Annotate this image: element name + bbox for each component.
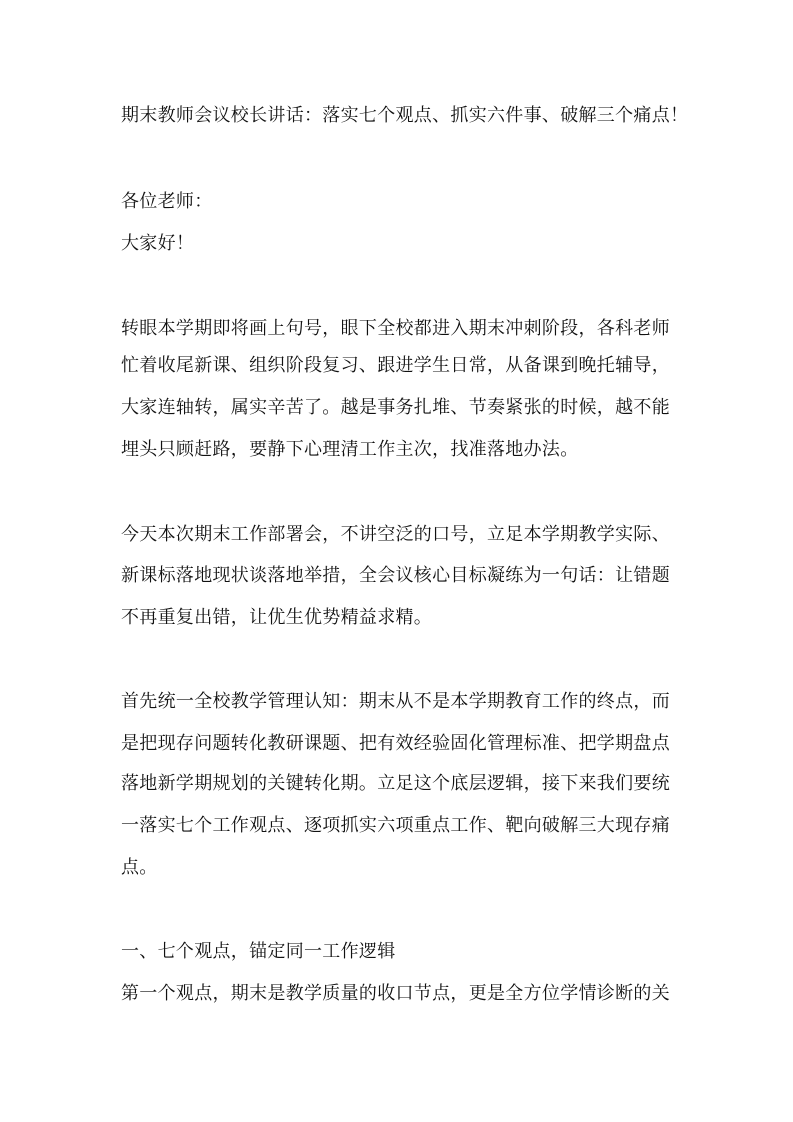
paragraph-1-line: 大家连轴转，属实辛苦了。越是事务扎堆、节奏紧张的时候，越不能 [121, 397, 670, 418]
section-1-body-line: 第一个观点，期末是教学质量的收口节点，更是全方位学情诊断的关 [121, 983, 670, 1004]
paragraph-3-line: 一落实七个工作观点、逐项抓实六项重点工作、靶向破解三大现存痛 [121, 815, 670, 836]
paragraph-1-line: 忙着收尾新课、组织阶段复习、跟进学生日常，从备课到晚托辅导， [121, 355, 670, 376]
paragraph-3-line: 点。 [121, 857, 158, 878]
paragraph-3-line: 落地新学期规划的关键转化期。立足这个底层逻辑，接下来我们要统 [121, 773, 670, 794]
greeting: 大家好！ [121, 233, 195, 254]
paragraph-3-line: 首先统一全校教学管理认知：期末从不是本学期教育工作的终点，而 [121, 691, 670, 712]
salutation: 各位老师： [121, 191, 213, 212]
section-heading: 一、七个观点，锚定同一工作逻辑 [121, 941, 396, 962]
document-title: 期末教师会议校长讲话：落实七个观点、抓实六件事、破解三个痛点！ [121, 105, 689, 126]
paragraph-1-line: 埋头只顾赶路，要静下心理清工作主次，找准落地办法。 [121, 439, 579, 460]
paragraph-2-line: 新课标落地现状谈落地举措，全会议核心目标凝练为一句话：让错题 [121, 565, 670, 586]
paragraph-2-line: 不再重复出错，让优生优势精益求精。 [121, 607, 433, 628]
paragraph-3-line: 是把现存问题转化教研课题、把有效经验固化管理标准、把学期盘点 [121, 733, 670, 754]
paragraph-1-line: 转眼本学期即将画上句号，眼下全校都进入期末冲刺阶段，各科老师 [121, 318, 670, 339]
paragraph-2-line: 今天本次期末工作部署会，不讲空泛的口号，立足本学期教学实际、 [121, 524, 670, 545]
